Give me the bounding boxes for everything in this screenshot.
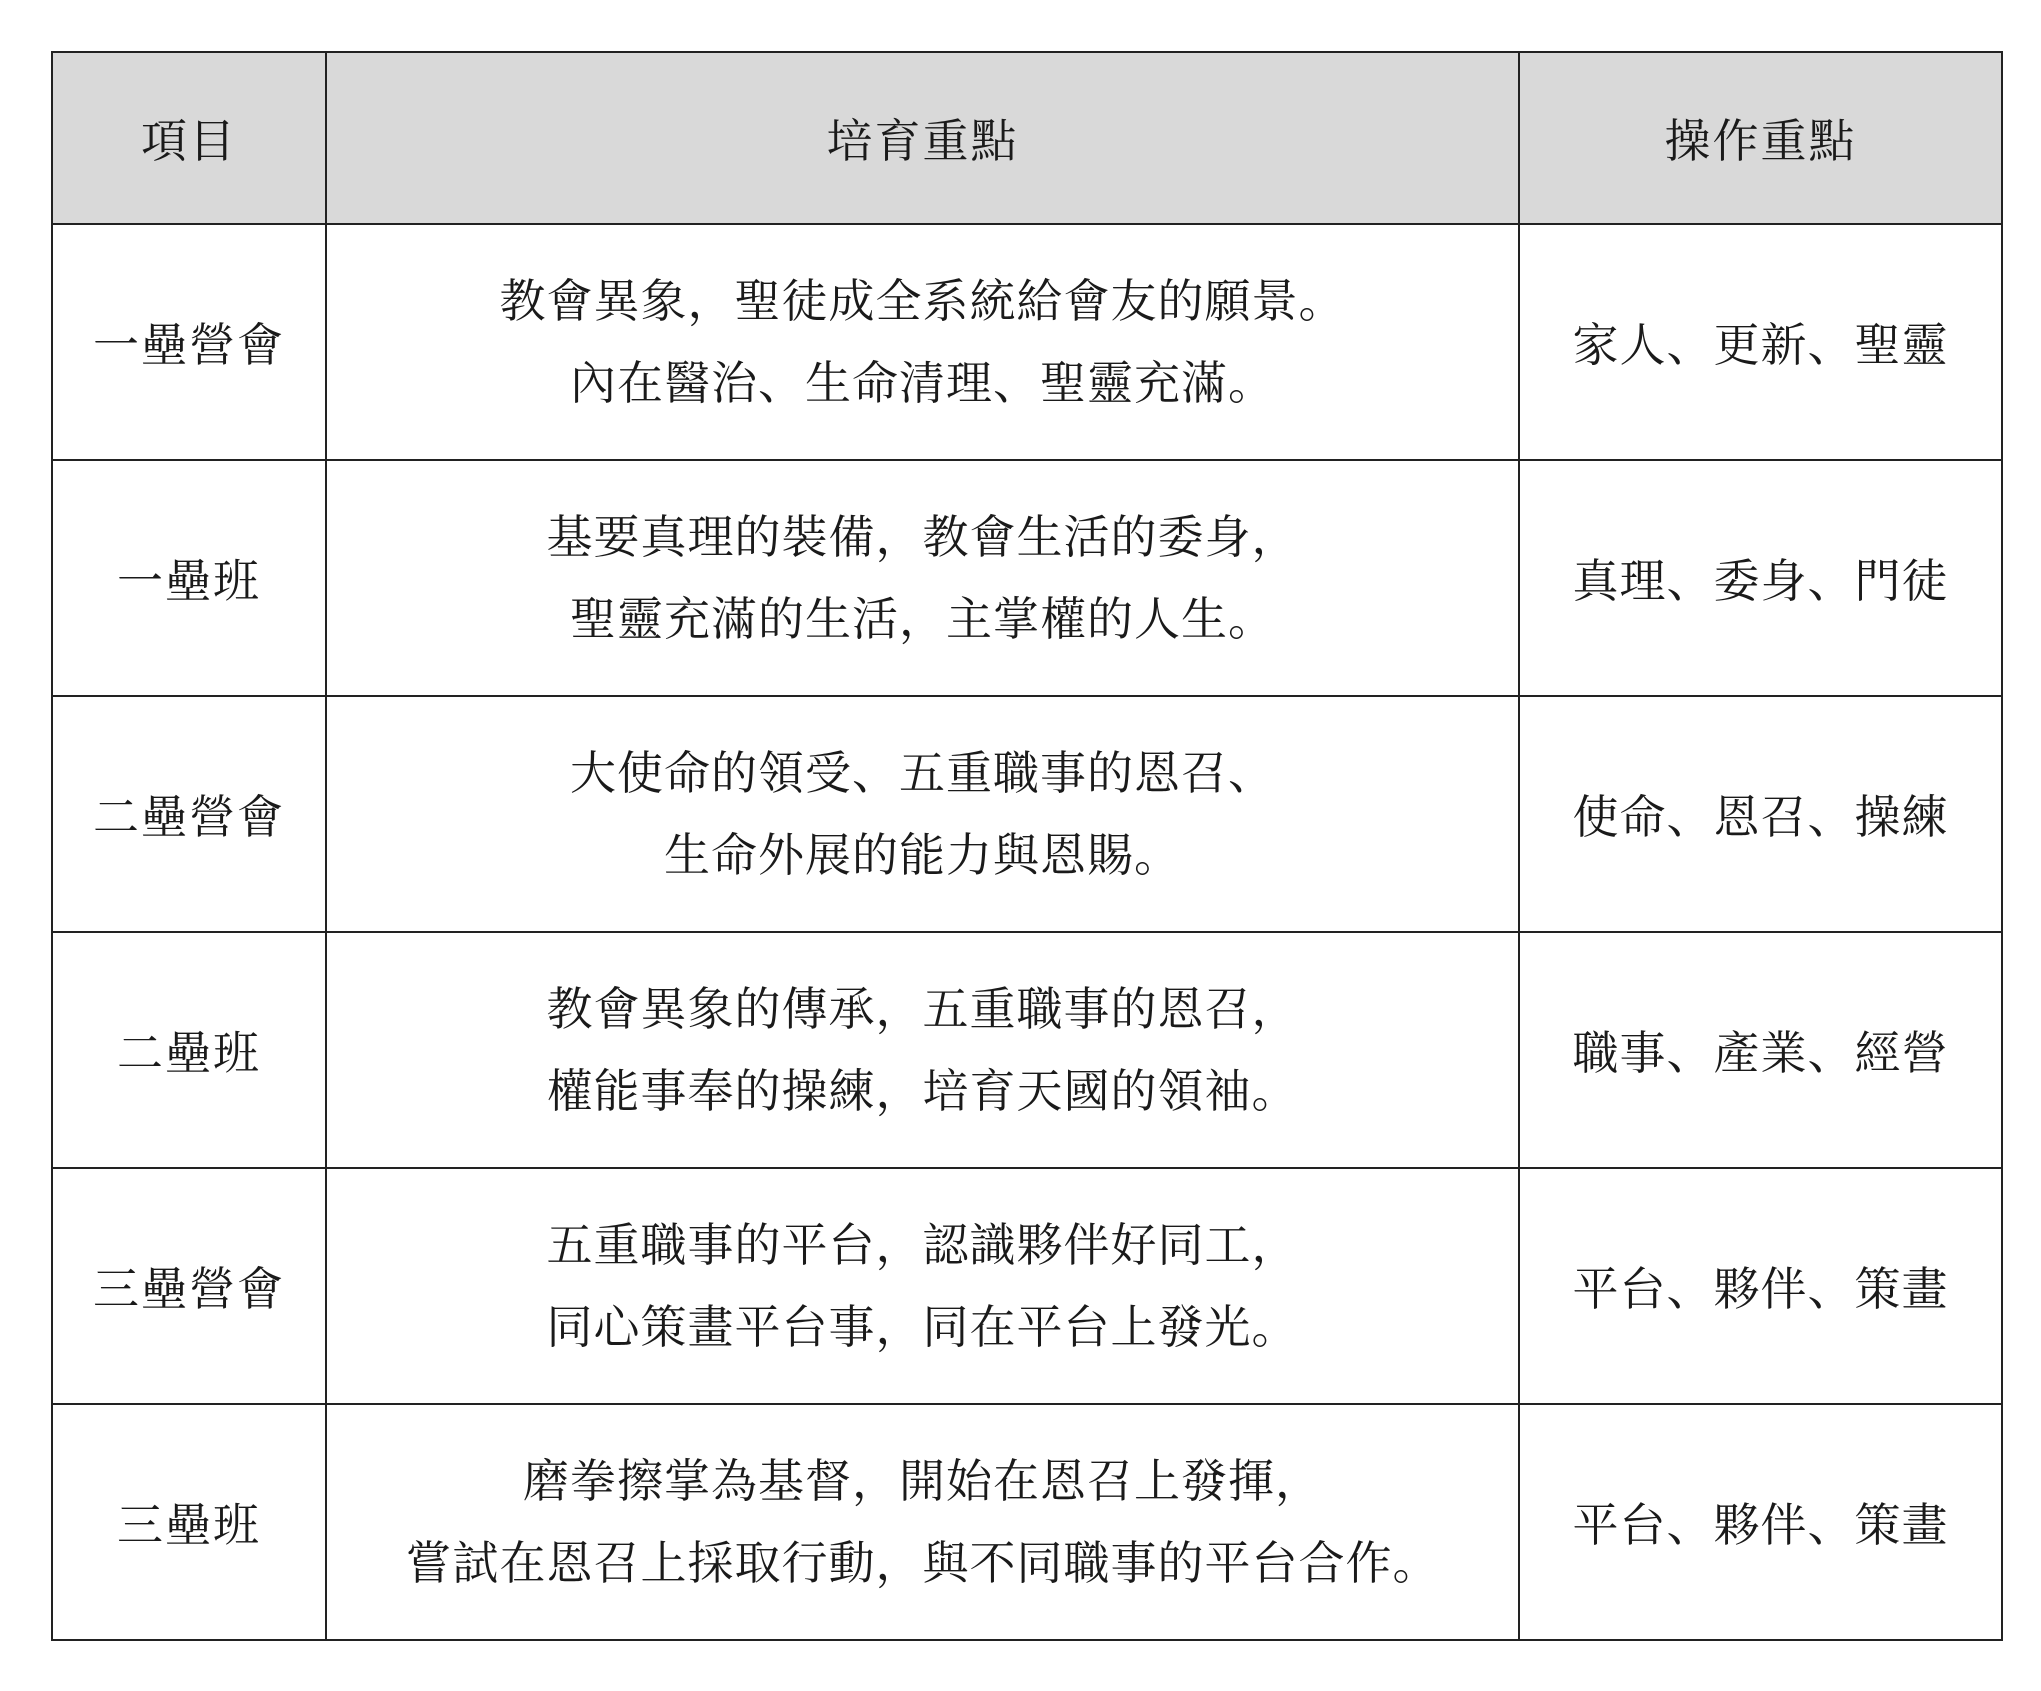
focus-line: 五重職事的平台，認識夥伴好同工，: [546, 1218, 1299, 1272]
table-row: [52, 460, 2002, 696]
row-focus-cell: [326, 696, 1519, 932]
row-item-cell: 一壘營會: [52, 224, 326, 460]
row-operation-cell: 家人、更新、聖靈: [1519, 224, 2002, 460]
row-operation-cell: 平台、夥伴、策畫: [1519, 1168, 2002, 1404]
row-item-cell: 三壘班: [52, 1404, 326, 1640]
row-item-cell: 二壘營會: [52, 696, 326, 932]
row-focus-cell: [326, 460, 1519, 696]
focus-line: 磨拳擦掌為基督，開始在恩召上發揮，: [523, 1454, 1322, 1508]
row-item-cell: 三壘營會: [52, 1168, 326, 1404]
row-operation-cell: 真理、委身、門徒: [1519, 460, 2002, 696]
focus-line: 聖靈充滿的生活，主掌權的人生。: [570, 592, 1275, 646]
focus-line: 大使命的領受、五重職事的恩召、: [570, 746, 1275, 800]
focus-line: 基要真理的裝備，教會生活的委身，: [546, 510, 1299, 564]
focus-line: 權能事奉的操練，培育天國的領袖。: [546, 1064, 1299, 1118]
row-focus-cell: [326, 1168, 1519, 1404]
row-item-cell: 一壘班: [52, 460, 326, 696]
table-row: [52, 932, 2002, 1168]
table-row: [52, 1168, 2002, 1404]
training-program-table: [51, 51, 2003, 1641]
header-focus: 培育重點: [326, 52, 1519, 224]
row-item-cell: 二壘班: [52, 932, 326, 1168]
table-row: [52, 1404, 2002, 1640]
header-item: 項目: [52, 52, 326, 224]
table-header-row: [52, 52, 2002, 224]
focus-line: 教會異象的傳承，五重職事的恩召，: [546, 982, 1299, 1036]
table-row: [52, 696, 2002, 932]
row-operation-cell: 平台、夥伴、策畫: [1519, 1404, 2002, 1640]
header-operation: 操作重點: [1519, 52, 2002, 224]
focus-line: 教會異象，聖徒成全系統給會友的願景。: [499, 274, 1346, 328]
focus-line: 內在醫治、生命清理、聖靈充滿。: [570, 356, 1275, 410]
row-focus-cell: [326, 932, 1519, 1168]
table-row: [52, 224, 2002, 460]
row-focus-cell: [326, 224, 1519, 460]
row-operation-cell: 使命、恩召、操練: [1519, 696, 2002, 932]
row-operation-cell: 職事、產業、經營: [1519, 932, 2002, 1168]
focus-line: 同心策畫平台事，同在平台上發光。: [546, 1300, 1299, 1354]
focus-line: 嘗試在恩召上採取行動，與不同職事的平台合作。: [405, 1536, 1440, 1590]
focus-line: 生命外展的能力與恩賜。: [664, 828, 1181, 882]
row-focus-cell: [326, 1404, 1519, 1640]
